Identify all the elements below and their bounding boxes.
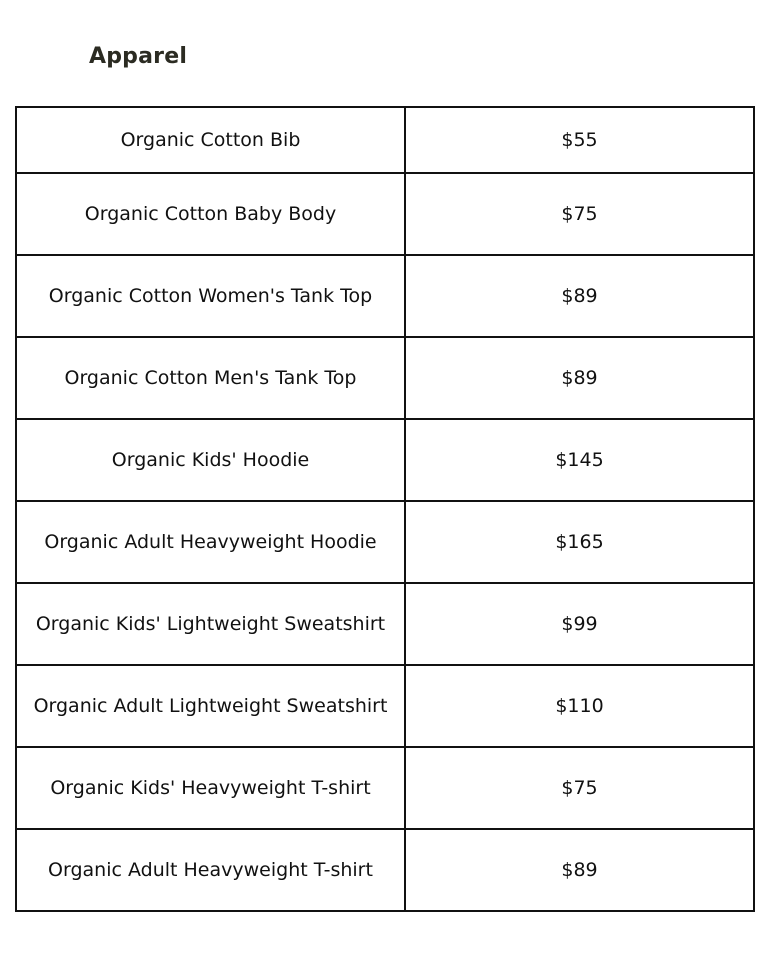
- item-name: Organic Cotton Women's Tank Top: [16, 255, 405, 337]
- item-price: $89: [405, 255, 754, 337]
- item-price: $99: [405, 583, 754, 665]
- table-row: [16, 747, 754, 829]
- item-price: $165: [405, 501, 754, 583]
- table-row: [16, 173, 754, 255]
- section-title: Apparel: [89, 44, 188, 69]
- item-price: $110: [405, 665, 754, 747]
- item-price: $75: [405, 173, 754, 255]
- table-row: [16, 501, 754, 583]
- item-name: Organic Kids' Heavyweight T-shirt: [16, 747, 405, 829]
- table-row: [16, 665, 754, 747]
- item-name: Organic Adult Heavyweight T-shirt: [16, 829, 405, 911]
- table-row: [16, 583, 754, 665]
- item-name: Organic Cotton Bib: [16, 107, 405, 173]
- price-table: [15, 106, 755, 912]
- table-row: [16, 255, 754, 337]
- table-row: [16, 337, 754, 419]
- item-price: $75: [405, 747, 754, 829]
- table-row: [16, 419, 754, 501]
- item-name: Organic Cotton Men's Tank Top: [16, 337, 405, 419]
- item-price: $55: [405, 107, 754, 173]
- item-price: $89: [405, 337, 754, 419]
- item-name: Organic Adult Heavyweight Hoodie: [16, 501, 405, 583]
- item-price: $89: [405, 829, 754, 911]
- item-name: Organic Cotton Baby Body: [16, 173, 405, 255]
- item-name: Organic Kids' Lightweight Sweatshirt: [16, 583, 405, 665]
- table-row: [16, 107, 754, 173]
- item-name: Organic Adult Lightweight Sweatshirt: [16, 665, 405, 747]
- item-price: $145: [405, 419, 754, 501]
- item-name: Organic Kids' Hoodie: [16, 419, 405, 501]
- table-row: [16, 829, 754, 911]
